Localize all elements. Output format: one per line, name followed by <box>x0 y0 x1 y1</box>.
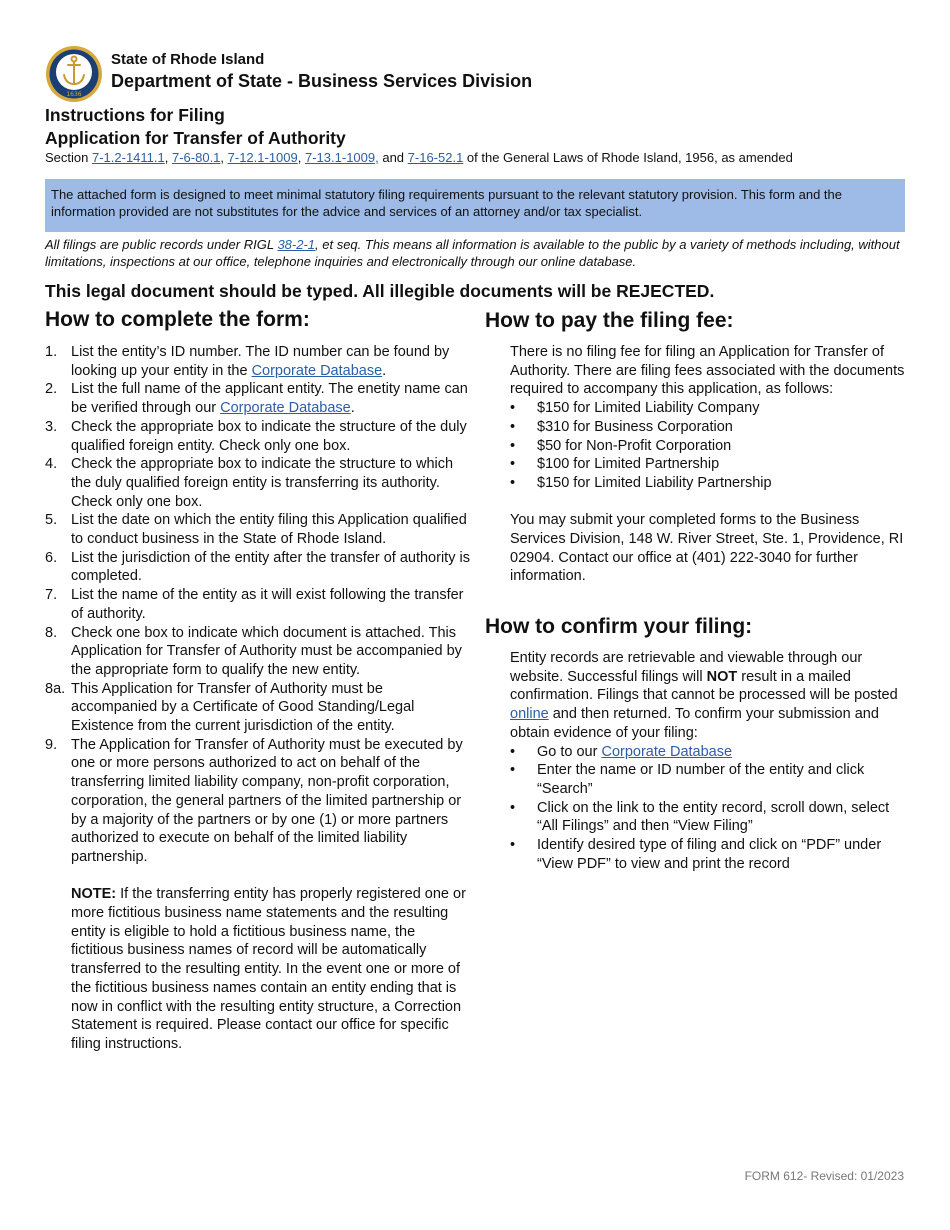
list-item: 4. Check the appropriate box to indicate the structure to which the duly qualified foreign entity is transferring its authority. Check only one box. <box>45 456 454 510</box>
list-item: 9. The Application for Transfer of Authority must be executed by one or more persons authorized to act on behalf of the transferring limited liability company, non-profit corporation, corporation, the general partners of the limited partnership or by a majority of the partners or by one (1) or more partners authorized to execute on behalf of the limited liability partnership. <box>45 736 463 865</box>
section-suffix: of the General Laws of Rhode Island, 1956, as amended <box>463 150 793 165</box>
statute-link[interactable]: 7-16-52.1 <box>407 150 464 165</box>
department-name: Department of State - Business Services Division <box>111 71 533 91</box>
confirm-step: • Identify desired type of filing and click on “PDF” under “View PDF” to view and print the record <box>510 837 882 872</box>
fee-item: • $50 for Non-Profit Corporation <box>510 437 732 454</box>
list-item: 2. List the full name of the applicant entity. The enetity name can be verified through our Corporate Database. <box>45 381 468 417</box>
corporate-database-link[interactable]: Corporate Database <box>251 362 383 379</box>
fee-item: • $100 for Limited Partnership <box>510 456 720 473</box>
corporate-database-link[interactable]: Corporate Database <box>601 743 733 760</box>
notice-box: The attached form is designed to meet minimal statutory filing requirements pursuant to the relevant statutory provision. This form and the information provided are not substitutes for the advice and services of an attorney and/or tax specialist. <box>45 179 905 232</box>
fee-item: • $150 for Limited Liability Company <box>510 400 760 417</box>
fee-item: • $150 for Limited Liability Partnership <box>510 474 772 491</box>
confirm-filing-section <box>510 649 905 873</box>
complete-form-list <box>45 343 470 1054</box>
list-item: 5. List the date on which the entity filing this Application qualified to conduct business in the State of Rhode Island. <box>45 512 467 548</box>
confirm-step: • Go to our Corporate Database <box>510 743 733 760</box>
complete-form-heading: How to complete the form: <box>45 308 310 331</box>
rigl-link[interactable]: 38-2-1 <box>277 237 316 252</box>
list-item: 8a. This Application for Transfer of Authority must be accompanied by a Certificate of Good Standing/Legal Existence from the current jurisdiction of the entity. <box>45 680 415 735</box>
statute-link[interactable]: 7-12.1-1009 <box>227 150 298 165</box>
statute-link[interactable]: 7-1.2-1411.1 <box>91 150 165 165</box>
state-name: State of Rhode Island <box>111 51 265 68</box>
list-item: 7. List the name of the entity as it will exist following the transfer of authority. <box>45 587 464 622</box>
corporate-database-link[interactable]: Corporate Database <box>220 400 351 417</box>
fee-item: • $310 for Business Corporation <box>510 418 733 435</box>
filing-fee-section <box>510 343 905 586</box>
statute-link[interactable]: 7-13.1-1009, <box>305 150 379 165</box>
statute-section: Section 7-1.2-1411.1, 7-6-80.1, 7-12.1-1009, 7-13.1-1009, and 7-16-52.1 of the General Laws of Rhode Island, 1956, as amended <box>45 150 793 165</box>
list-item: 1. List the entity’s ID number. The ID number can be found by looking up your entity in the Corporate Database. <box>45 344 450 379</box>
form-revision-footer: FORM 612- Revised: 01/2023 <box>744 1169 904 1183</box>
section-prefix: Section <box>45 150 92 165</box>
confirm-paragraph: Entity records are retrievable and viewable through our website. Successful filings will NOT result in a mailed confirmation. Filings that cannot be processed will be posted online and then returned. To confirm your submission and obtain evidence of your filing: <box>510 650 898 741</box>
list-item: 6. List the jurisdiction of the entity after the transfer of authority is completed. <box>45 549 470 585</box>
public-records-notice: All filings are public records under RIGL 38-2-1, et seq. This means all information is available to the public by a variety of methods including, without limitations, inspections at our office, telephone inquiries and electronically through our online database. <box>45 237 900 269</box>
note-label: NOTE: <box>71 886 117 903</box>
legal-warning: This legal document should be typed. All illegible documents will be REJECTED. <box>45 281 715 301</box>
svg-text:1636: 1636 <box>66 91 82 98</box>
confirm-step: • Click on the link to the entity record, scroll down, select “All Filings” and then “View Filing” <box>510 799 890 835</box>
list-item: 8. Check one box to indicate which document is attached. This Application for Transfer of Authority must be accompanied by the appropriate form to qualify the new entity. <box>45 624 462 678</box>
list-item: 3. Check the appropriate box to indicate the structure of the duly qualified foreign entity. Check only one box. <box>45 418 467 454</box>
filing-fee-heading: How to pay the filing fee: <box>485 309 734 332</box>
submission-address: You may submit your completed forms to the Business Services Division, 148 W. River Street, Ste. 1, Providence, RI 02904. Contact our office at (401) 222-3040 for further information. <box>510 512 904 585</box>
online-link[interactable]: online <box>510 706 549 723</box>
confirm-filing-heading: How to confirm your filing: <box>485 615 753 638</box>
statute-link[interactable]: 7-6-80.1 <box>171 150 221 165</box>
fee-intro: There is no filing fee for filing an Application for Transfer of Authority. There are filing fees associated with the documents required to accompany this application, as follows: <box>510 344 905 398</box>
note-paragraph: NOTE: If the transferring entity has properly registered one or more fictitious business name statements and the resulting entity is eligible to hold a fictitious business name, the fictitious business names of record will be automatically transferred to the resulting entity. In the event one or more of the fictitious business names contain an entity ending that is now in conflict with the resulting entity structure, a Correction Statement is required. Please contact our office for specific filing instructions. <box>71 886 466 1052</box>
confirm-step: • Enter the name or ID number of the entity and click “Search” <box>510 762 865 797</box>
form-title: Application for Transfer of Authority <box>45 128 346 148</box>
rhode-island-seal-logo <box>45 45 103 103</box>
instructions-title: Instructions for Filing <box>45 105 225 125</box>
